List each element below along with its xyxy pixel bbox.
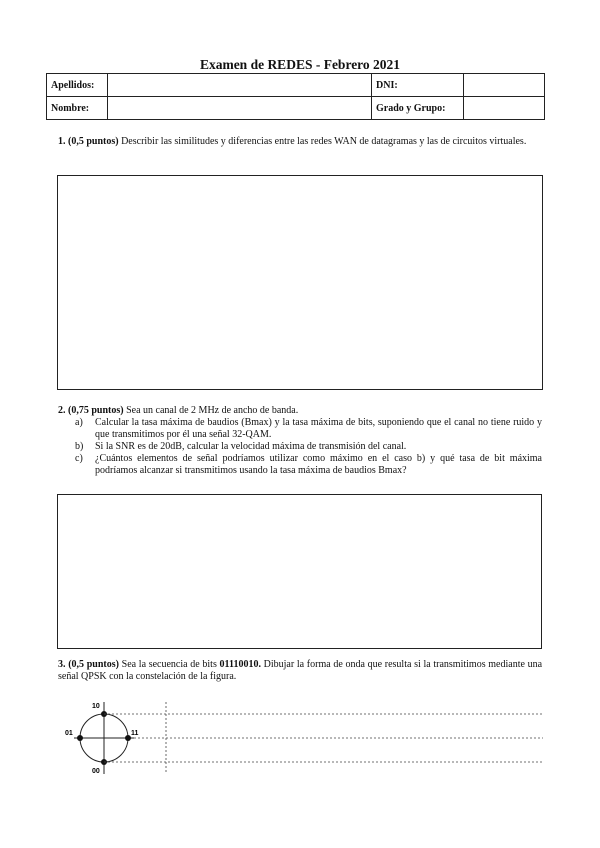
question-3-points: (0,5 puntos) <box>68 659 119 670</box>
question-3-bits: 01110010. <box>219 659 261 670</box>
dni-field[interactable] <box>464 74 545 97</box>
label-01: 01 <box>65 730 73 737</box>
grado-label: Grado y Grupo: <box>372 97 464 120</box>
question-1-text: Describir las similitudes y diferencias entre las redes WAN de datagramas y las de circuitos virtuales. <box>121 136 527 147</box>
constellation-point-01 <box>77 735 83 741</box>
list-item <box>75 441 542 453</box>
question-1 <box>58 136 542 148</box>
apellidos-field[interactable] <box>108 74 372 97</box>
item-marker: c) <box>75 453 83 464</box>
item-text: ¿Cuántos elementos de señal podríamos utilizar como máximo en el caso b) y qué tasa de bit máxima podríamos alcanzar si transmitimos usando la tasa máxima de baudios Bmax? <box>95 453 542 476</box>
question-2-items <box>75 417 542 477</box>
label-10: 10 <box>92 703 100 710</box>
question-1-number: 1. <box>58 136 66 147</box>
qpsk-constellation-diagram <box>56 698 546 778</box>
item-marker: b) <box>75 441 84 452</box>
nombre-label: Nombre: <box>47 97 108 120</box>
question-2-points: (0,75 puntos) <box>68 405 124 416</box>
dni-label: DNI: <box>372 74 464 97</box>
question-2 <box>58 405 542 477</box>
student-info-table <box>46 73 545 120</box>
question-3-text-after: Dibujar la forma de onda que resulta si la transmitimos mediante una señal QPSK con la constelación de la figura. <box>58 659 543 682</box>
label-11: 11 <box>131 730 139 737</box>
question-2-number: 2. <box>58 405 66 416</box>
exam-title: Examen de REDES - Febrero 2021 <box>199 57 401 72</box>
table-row <box>47 74 545 97</box>
question-1-points: (0,5 puntos) <box>68 136 119 147</box>
answer-box-2[interactable] <box>57 494 542 649</box>
item-text: Si la SNR es de 20dB, calcular la velocidad máxima de transmisión del canal. <box>95 441 407 452</box>
question-3-text-before: Sea la secuencia de bits <box>121 659 217 670</box>
grado-field[interactable] <box>464 97 545 120</box>
apellidos-label: Apellidos: <box>47 74 108 97</box>
question-3 <box>58 659 542 683</box>
answer-box-1[interactable] <box>57 175 543 390</box>
label-00: 00 <box>92 768 100 775</box>
question-2-text: Sea un canal de 2 MHz de ancho de banda. <box>126 405 299 416</box>
nombre-field[interactable] <box>108 97 372 120</box>
question-3-number: 3. <box>58 659 66 670</box>
item-text: Calcular la tasa máxima de baudios (Bmax) y la tasa máxima de bits, suponiendo que el canal no tiene ruido y que transmitimos por él una señal 32-QAM. <box>95 417 542 440</box>
table-row <box>47 97 545 120</box>
list-item <box>75 453 542 477</box>
list-item <box>75 417 542 441</box>
item-marker: a) <box>75 417 83 428</box>
